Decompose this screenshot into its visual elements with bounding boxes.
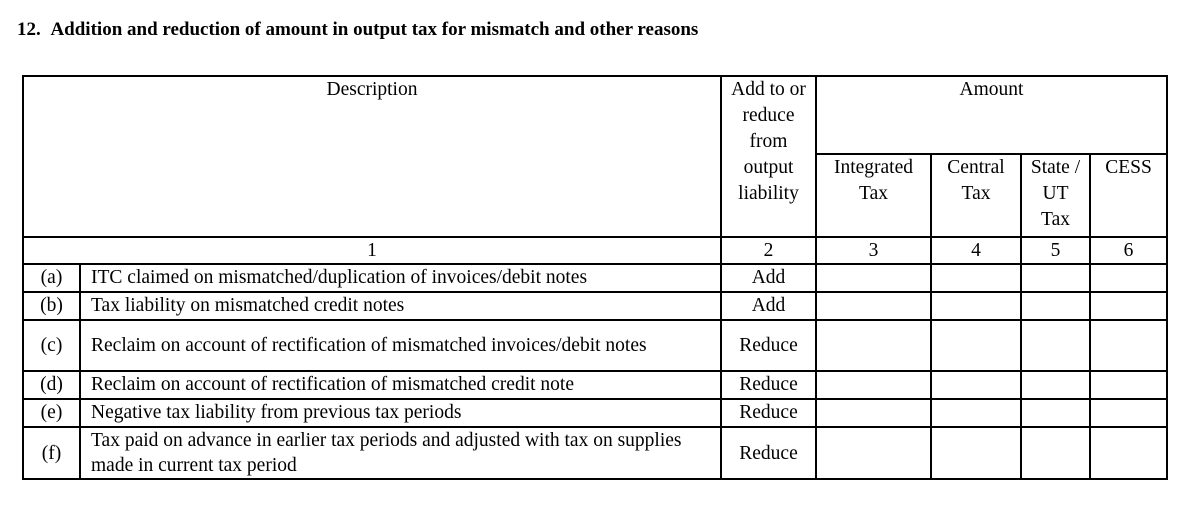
table-row <box>23 399 1167 427</box>
table-row <box>23 292 1167 320</box>
header-description: Description <box>23 76 721 237</box>
header-central-tax: Central Tax <box>931 154 1021 237</box>
row-label: (e) <box>23 399 80 427</box>
central-tax-cell[interactable] <box>931 427 1021 479</box>
central-tax-cell[interactable] <box>931 292 1021 320</box>
integrated-tax-cell[interactable] <box>816 371 931 399</box>
state-ut-tax-cell[interactable] <box>1021 292 1090 320</box>
row-description: Reclaim on account of rectification of mismatched invoices/debit notes <box>80 320 721 371</box>
column-number: 3 <box>816 237 931 264</box>
state-ut-tax-cell[interactable] <box>1021 264 1090 292</box>
column-number: 5 <box>1021 237 1090 264</box>
cess-cell[interactable] <box>1090 292 1167 320</box>
column-number: 1 <box>23 237 721 264</box>
row-description: Negative tax liability from previous tax periods <box>80 399 721 427</box>
central-tax-cell[interactable] <box>931 399 1021 427</box>
central-tax-cell[interactable] <box>931 264 1021 292</box>
header-state-ut-tax: State / UT Tax <box>1021 154 1090 237</box>
state-ut-tax-cell[interactable] <box>1021 320 1090 371</box>
header-integrated-tax: Integrated Tax <box>816 154 931 237</box>
state-ut-tax-cell[interactable] <box>1021 427 1090 479</box>
row-description: Tax liability on mismatched credit notes <box>80 292 721 320</box>
row-action: Reduce <box>721 320 816 371</box>
column-number: 2 <box>721 237 816 264</box>
state-ut-tax-cell[interactable] <box>1021 371 1090 399</box>
row-action: Add <box>721 264 816 292</box>
table-row <box>23 371 1167 399</box>
header-cess: CESS <box>1090 154 1167 237</box>
row-label: (c) <box>23 320 80 371</box>
cess-cell[interactable] <box>1090 320 1167 371</box>
cess-cell[interactable] <box>1090 264 1167 292</box>
header-add-reduce: Add to or reduce from output liability <box>721 76 816 237</box>
row-action: Reduce <box>721 427 816 479</box>
state-ut-tax-cell[interactable] <box>1021 399 1090 427</box>
central-tax-cell[interactable] <box>931 371 1021 399</box>
central-tax-cell[interactable] <box>931 320 1021 371</box>
column-number-row <box>23 237 1167 264</box>
row-description: Tax paid on advance in earlier tax periods and adjusted with tax on supplies made in current tax period <box>80 427 721 479</box>
section-number: 12. <box>17 19 41 40</box>
cess-cell[interactable] <box>1090 371 1167 399</box>
integrated-tax-cell[interactable] <box>816 427 931 479</box>
section-title <box>17 19 698 41</box>
row-description: ITC claimed on mismatched/duplication of invoices/debit notes <box>80 264 721 292</box>
row-label: (a) <box>23 264 80 292</box>
row-action: Add <box>721 292 816 320</box>
section-heading: Addition and reduction of amount in output tax for mismatch and other reasons <box>50 19 699 40</box>
cess-cell[interactable] <box>1090 427 1167 479</box>
row-description: Reclaim on account of rectification of mismatched credit note <box>80 371 721 399</box>
header-amount: Amount <box>816 76 1167 154</box>
row-label: (b) <box>23 292 80 320</box>
table-row <box>23 320 1167 371</box>
row-action: Reduce <box>721 399 816 427</box>
column-number: 6 <box>1090 237 1167 264</box>
integrated-tax-cell[interactable] <box>816 320 931 371</box>
table-row <box>23 427 1167 479</box>
column-number: 4 <box>931 237 1021 264</box>
cess-cell[interactable] <box>1090 399 1167 427</box>
output-tax-adjustment-table <box>22 75 1168 480</box>
row-action: Reduce <box>721 371 816 399</box>
integrated-tax-cell[interactable] <box>816 264 931 292</box>
table-row <box>23 264 1167 292</box>
integrated-tax-cell[interactable] <box>816 292 931 320</box>
row-label: (d) <box>23 371 80 399</box>
integrated-tax-cell[interactable] <box>816 399 931 427</box>
row-label: (f) <box>23 427 80 479</box>
